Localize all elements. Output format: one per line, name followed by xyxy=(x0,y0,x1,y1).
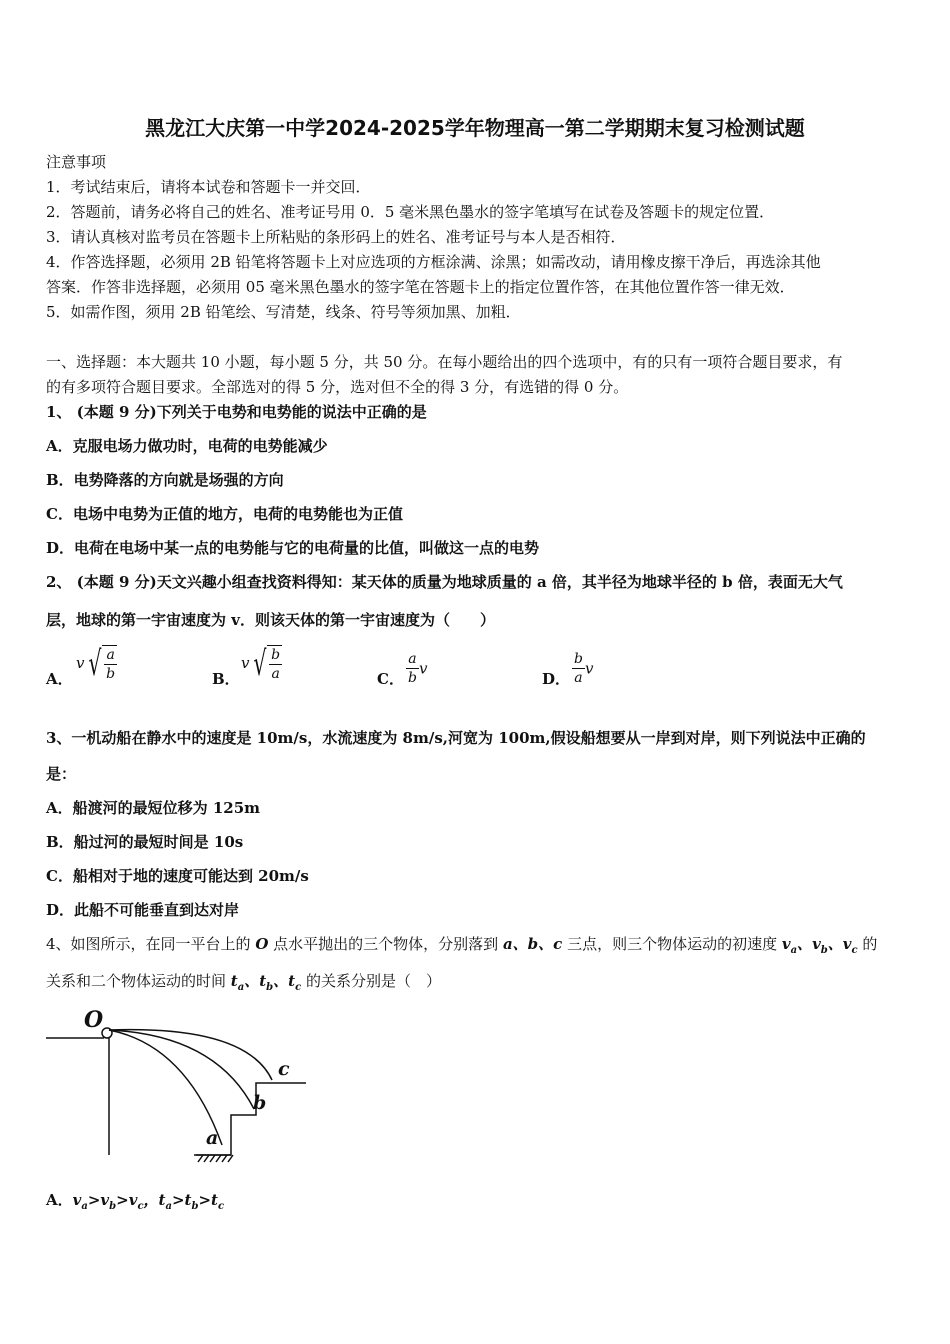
q3-option-c: C．船相对于地的速度可能达到 20m/s xyxy=(46,867,309,885)
question-2-stem-cont: 层，地球的第一宇宙速度为 v．则该天体的第一宇宙速度为（ ） xyxy=(46,611,495,629)
q2-option-c-formula xyxy=(406,650,427,687)
label-o: O xyxy=(84,1007,104,1033)
question-1-stem: 1、 (本题 9 分)下列关于电势和电势能的说法中正确的是 xyxy=(46,403,427,421)
q1-option-d: D．电荷在电场中某一点的电势能与它的电荷量的比值，叫做这一点的电势 xyxy=(46,539,540,557)
notice-item: 答案．作答非选择题，必须用 05 毫米黑色墨水的签字笔在答题卡上的指定位置作答，在其他位置作答一律无效． xyxy=(46,278,795,296)
var-b: b xyxy=(106,666,116,682)
q3-option-a: A．船渡河的最短位移为 125m xyxy=(46,799,261,817)
var-b: b xyxy=(271,647,281,663)
notice-item: 2．答题前，请务必将自己的姓名、准考证号用 0．5 毫米黑色墨水的签字笔填写在试卷及答题卡的规定位置． xyxy=(46,203,775,221)
var-a: a xyxy=(406,650,419,669)
var-a: a xyxy=(104,646,117,665)
trajectory-b xyxy=(109,1030,254,1109)
notice-heading: 注意事项 xyxy=(46,153,107,171)
notice-item: 1．考试结束后，请将本试卷和答题卡一并交回． xyxy=(46,178,371,196)
q3-option-d: D．此船不可能垂直到达对岸 xyxy=(46,901,240,919)
q2-option-c-label: C． xyxy=(377,670,404,688)
q1-option-b: B．电势降落的方向就是场强的方向 xyxy=(46,471,284,489)
ground-hatch xyxy=(198,1155,233,1162)
var-v: v xyxy=(418,659,428,678)
q2-option-a-formula: v √ $\frac{a}{b}$ xyxy=(76,644,116,684)
q2-option-a-label: A． xyxy=(46,670,73,688)
var-a: a xyxy=(574,670,583,686)
q2-option-b-formula: v √ $\frac{b}{a}$ xyxy=(241,644,281,684)
projectile-figure xyxy=(46,1005,316,1165)
question-4-stem-cont: 关系和二个物体运动的时间 $t_a$、$t_b$、$t_c$ 的关系分别是（ ） xyxy=(46,972,441,993)
q2-option-d-label: D． xyxy=(542,670,571,688)
question-4-stem: 4、如图所示，在同一平台上的 O 点水平抛出的三个物体，分别落到 a、b、c 三点，则三个物体运动的初速度 $v_a$、$v_b$、$v_c$ 的 xyxy=(46,935,878,956)
q2-option-d-formula xyxy=(572,650,593,687)
var-v: v xyxy=(241,654,250,672)
var-v: v xyxy=(584,659,594,678)
q2-option-b-label: B． xyxy=(212,670,240,688)
question-3-stem: 3、一机动船在静水中的速度是 10m/s，水流速度为 8m/s,河宽为 100m,假设船想要从一岸到对岸，则下列说法中正确的 xyxy=(46,729,866,747)
q3-option-b: B．船过河的最短时间是 10s xyxy=(46,833,244,851)
var-b: b xyxy=(408,670,417,686)
page-title: 黑龙江大庆第一中学2024-2025学年物理高一第二学期期末复习检测试题 xyxy=(145,116,805,140)
label-c: c xyxy=(278,1058,290,1080)
var-a: a xyxy=(271,666,280,682)
q4-option-a: A．$v_a>v_b>v_c$，$t_a>t_b>t_c$ xyxy=(46,1191,225,1212)
question-3-stem-cont: 是： xyxy=(46,765,77,783)
var-b: b xyxy=(574,651,583,667)
label-b: b xyxy=(253,1092,267,1114)
label-a: a xyxy=(206,1127,219,1149)
var-v: v xyxy=(76,654,85,672)
notice-item: 5．如需作图，须用 2B 铅笔绘、写清楚，线条、符号等须加黑、加粗． xyxy=(46,303,521,321)
notice-item: 4．作答选择题，必须用 2B 铅笔将答题卡上对应选项的方框涂满、涂黑；如需改动，请用橡皮擦干净后，再选涂其他 xyxy=(46,253,821,271)
notice-item: 3．请认真核对监考员在答题卡上所粘贴的条形码上的姓名、准考证号与本人是否相符． xyxy=(46,228,626,246)
section-heading-cont: 的有多项符合题目要求。全部选对的得 5 分，选对但不全的得 3 分，有选错的得 0 分。 xyxy=(46,378,629,396)
section-heading: 一、选择题：本大题共 10 小题，每小题 5 分，共 50 分。在每小题给出的四个选项中，有的只有一项符合题目要求，有 xyxy=(46,353,843,371)
q1-option-c: C．电场中电势为正值的地方，电荷的电势能也为正值 xyxy=(46,505,403,523)
question-2-stem: 2、 (本题 9 分)天文兴趣小组查找资料得知：某天体的质量为地球质量的 a 倍，其半径为地球半径的 b 倍，表面无大气 xyxy=(46,573,843,591)
q1-option-a: A．克服电场力做功时，电荷的电势能减少 xyxy=(46,437,328,455)
